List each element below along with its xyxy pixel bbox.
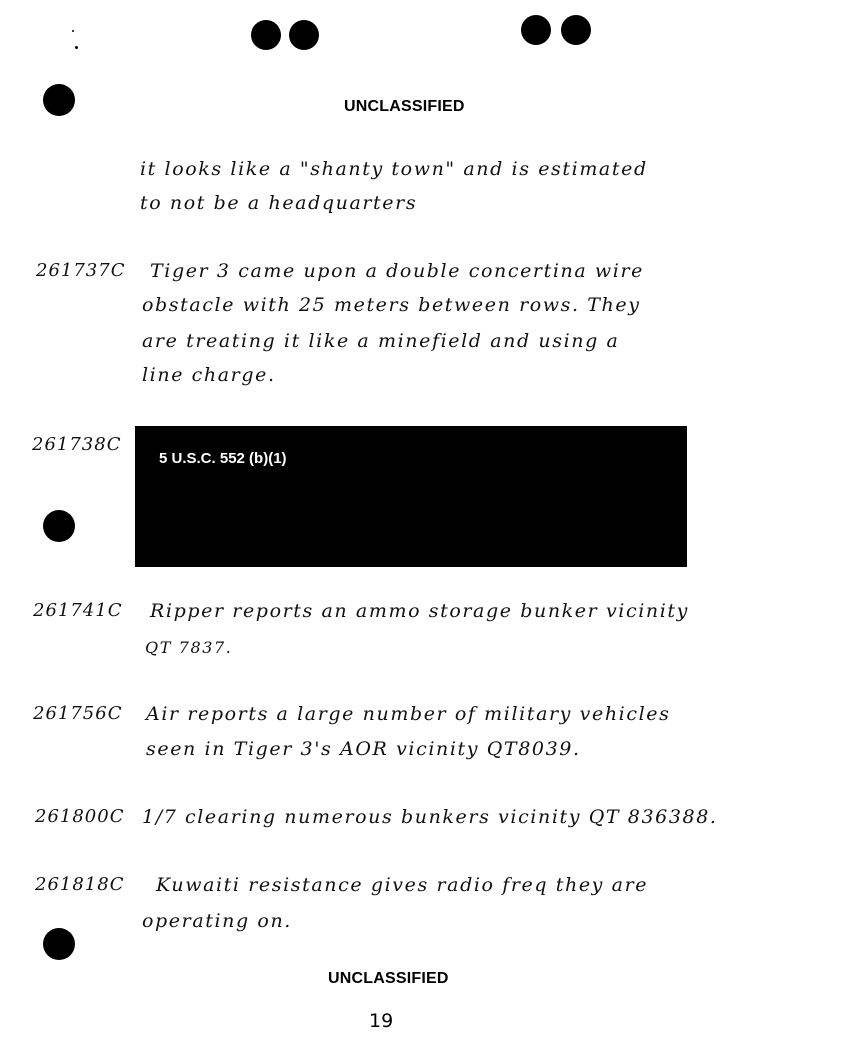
entry-line: line charge.: [142, 364, 276, 386]
page-number: 19: [369, 1010, 394, 1032]
continuation-line: to not be a headquarters: [140, 192, 418, 214]
punch-hole: [43, 928, 75, 960]
redaction-exemption: 5 U.S.C. 552 (b)(1): [159, 450, 287, 467]
entry-dtg: 261737C: [36, 260, 126, 281]
entry-line: Ripper reports an ammo storage bunker vicinity: [150, 600, 689, 622]
entry-dtg: 261738C: [32, 434, 122, 455]
binder-hole: [251, 20, 281, 50]
binder-hole: [561, 15, 591, 45]
continuation-line: it looks like a "shanty town" and is estimated: [140, 158, 648, 180]
entry-line: seen in Tiger 3's AOR vicinity QT8039.: [146, 738, 581, 760]
entry-dtg: 261818C: [35, 874, 125, 895]
redaction-block: [135, 426, 687, 567]
entry-line: obstacle with 25 meters between rows. They: [142, 294, 641, 316]
entry-dtg: 261800C: [35, 806, 125, 827]
entry-line: are treating it like a minefield and using a: [142, 330, 620, 352]
binder-hole: [289, 20, 319, 50]
scan-speck: [75, 46, 78, 49]
entry-dtg: 261756C: [33, 703, 123, 724]
entry-line: QT 7837.: [145, 638, 233, 657]
entry-dtg: 261741C: [33, 600, 123, 621]
punch-hole: [43, 510, 75, 542]
entry-line: Air reports a large number of military vehicles: [146, 703, 671, 725]
header-classification: UNCLASSIFIED: [344, 98, 465, 115]
punch-hole: [43, 84, 75, 116]
entry-line: Tiger 3 came upon a double concertina wire: [150, 260, 644, 282]
binder-hole: [521, 15, 551, 45]
footer-classification: UNCLASSIFIED: [328, 970, 449, 987]
entry-line: operating on.: [142, 910, 292, 932]
entry-line: 1/7 clearing numerous bunkers vicinity QT 836388.: [142, 806, 718, 828]
entry-line: Kuwaiti resistance gives radio freq they are: [156, 874, 649, 896]
scan-speck: [72, 30, 74, 32]
